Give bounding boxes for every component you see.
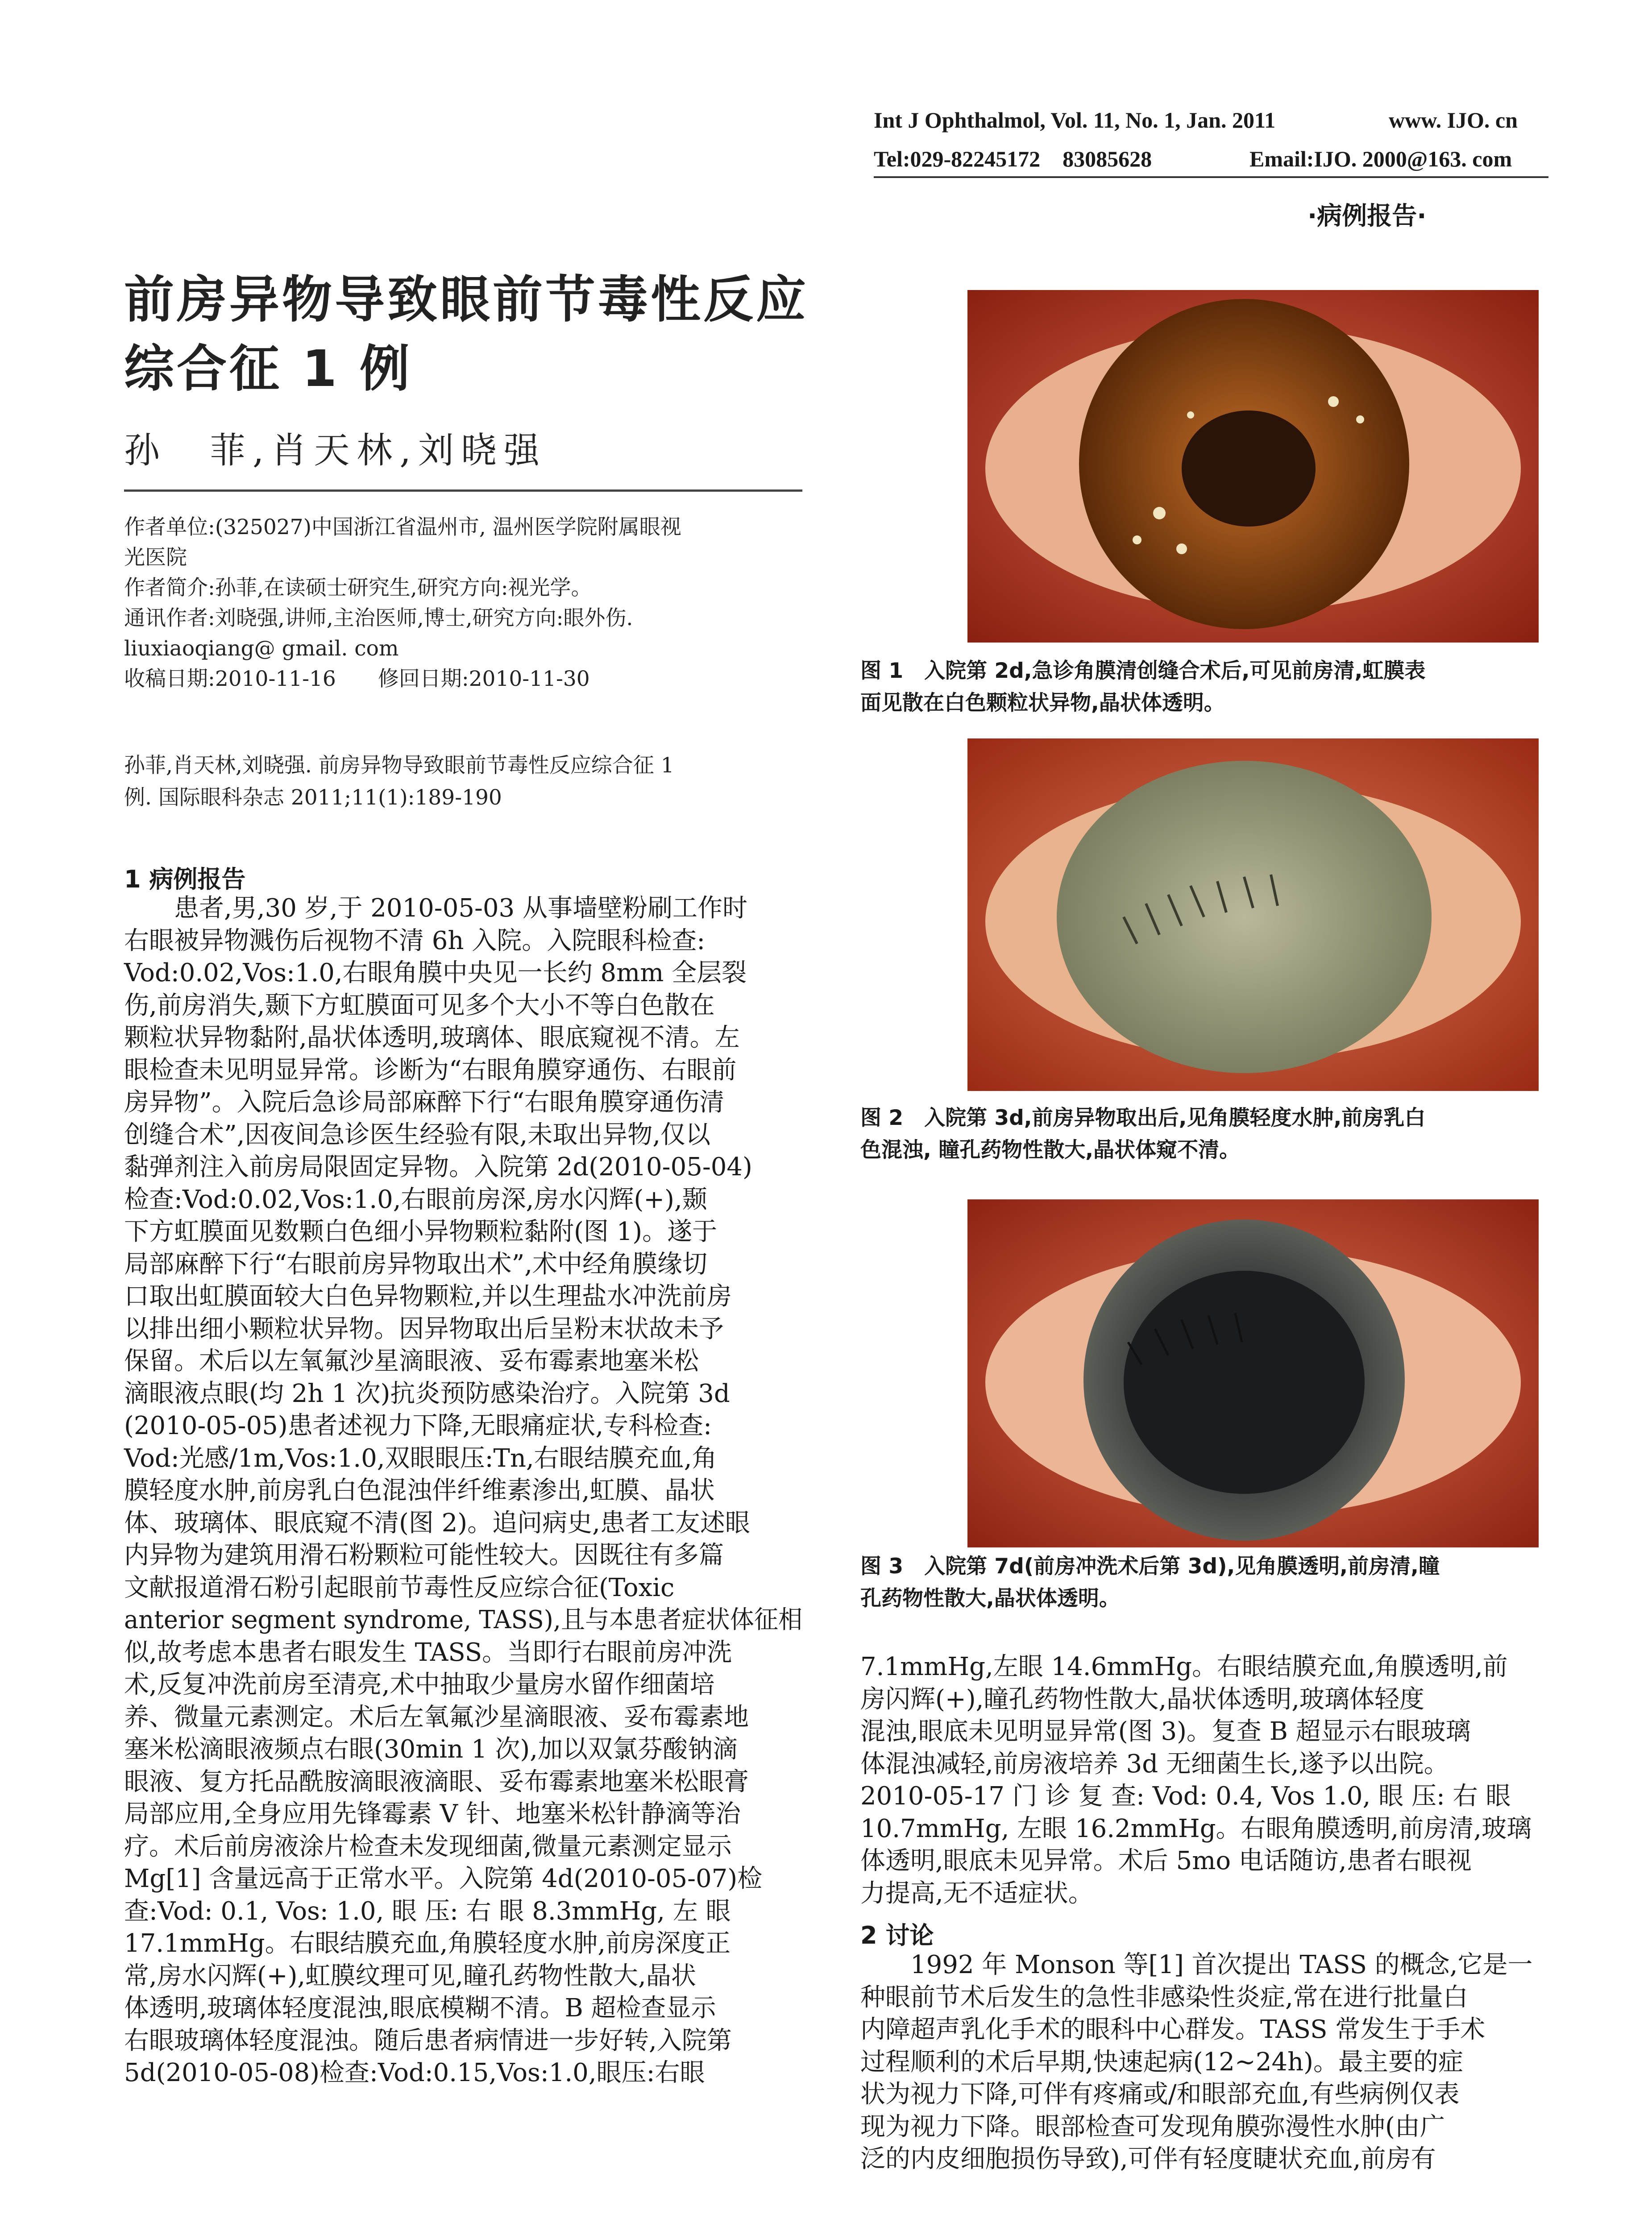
text-line: 患者,男,30 岁,于 2010-05-03 从事墙壁粉刷工作时: [124, 894, 747, 923]
text-line: 疗。术后前房液涂片检查未发现细菌,微量元素测定显示: [124, 1832, 732, 1861]
text-line: 似,故考虑本患者右眼发生 TASS。当即行右眼前房冲洗: [124, 1638, 732, 1667]
text-line: 右眼被异物溅伤后视物不清 6h 入院。入院眼科检查:: [124, 926, 706, 955]
article-title: [124, 265, 820, 404]
case-report-body: [124, 892, 802, 2090]
case-report-continued: [860, 1651, 1548, 1910]
corresponding-email: liuxiaoqiang@ gmail. com: [124, 636, 399, 661]
text-line: 创缝合术”,因夜间急诊医生经验有限,未取出异物,仅以: [124, 1120, 711, 1149]
figure-2-photo: [967, 738, 1539, 1091]
text-line: 检查:Vod:0.02,Vos:1.0,右眼前房深,房水闪辉(+),颞: [124, 1185, 707, 1214]
affiliation-line: 作者单位:(325027)中国浙江省温州市, 温州医学院附属眼视: [124, 515, 681, 539]
case-report-heading: 1 病例报告: [124, 865, 246, 893]
text-line: 种眼前节术后发生的急性非感染性炎症,常在进行批量白: [860, 1982, 1468, 2012]
text-line: 局部应用,全身应用先锋霉素 V 针、地塞米松针静滴等治: [124, 1800, 741, 1829]
text-line: 术,反复冲洗前房至清亮,术中抽取少量房水留作细菌培: [124, 1670, 715, 1699]
text-line: 局部麻醉下行“右眼前房异物取出术”,术中经角膜缘切: [124, 1249, 708, 1279]
journal-website: www. IJO. cn: [1389, 108, 1518, 133]
text-line: 力提高,无不适症状。: [860, 1879, 1093, 1908]
text-line: 保留。术后以左氧氟沙星滴眼液、妥布霉素地塞米松: [124, 1347, 699, 1376]
text-line: 现为视力下降。眼部检查可发现角膜弥漫性水肿(由广: [860, 2112, 1445, 2141]
figure-1-caption: [860, 655, 1548, 719]
journal-email: Email:IJO. 2000@163. com: [1249, 146, 1512, 171]
caption-line: 色混浊, 瞳孔药物性散大,晶状体窥不清。: [860, 1138, 1241, 1162]
text-line: 房闪辉(+),瞳孔药物性散大,晶状体透明,玻璃体轻度: [860, 1684, 1425, 1714]
caption-line: 图 1 入院第 2d,急诊角膜清创缝合术后,可见前房清,虹膜表: [860, 659, 1426, 683]
text-line: 常,房水闪辉(+),虹膜纹理可见,瞳孔药物性散大,晶状: [124, 1961, 696, 1990]
text-line: 17.1mmHg。右眼结膜充血,角膜轻度水肿,前房深度正: [124, 1929, 731, 1958]
text-line: 眼检查未见明显异常。诊断为“右眼角膜穿通伤、右眼前: [124, 1055, 737, 1085]
text-line: (2010-05-05)患者述视力下降,无眼痛症状,专科检查:: [124, 1411, 712, 1440]
affiliation-line: 光医院: [124, 545, 187, 570]
text-line: 查:Vod: 0.1, Vos: 1.0, 眼 压: 右 眼 8.3mmHg, 左 眼: [124, 1896, 731, 1926]
text-line: 眼液、复方托品酰胺滴眼液滴眼、妥布霉素地塞米松眼膏: [124, 1767, 749, 1796]
section-label: ·病例报告·: [1307, 202, 1427, 231]
caption-line: 面见散在白色颗粒状异物,晶状体透明。: [860, 691, 1225, 715]
author-intro: 作者简介:孙菲,在读硕士研究生,研究方向:视光学。: [124, 576, 592, 600]
text-line: 颗粒状异物黏附,晶状体透明,玻璃体、眼底窥视不清。左: [124, 1023, 740, 1052]
text-line: 文献报道滑石粉引起眼前节毒性反应综合征(Toxic: [124, 1573, 675, 1602]
text-line: 下方虹膜面见数颗白色细小异物颗粒黏附(图 1)。遂于: [124, 1217, 718, 1246]
figure-2-caption: [860, 1102, 1548, 1166]
text-line: 体透明,眼底未见异常。术后 5mo 电话随访,患者右眼视: [860, 1846, 1472, 1875]
article-metadata: [124, 512, 802, 694]
text-line: 体混浊减轻,前房液培养 3d 无细菌生长,遂予以出院。: [860, 1749, 1449, 1779]
text-line: 7.1mmHg,左眼 14.6mmHg。右眼结膜充血,角膜透明,前: [860, 1652, 1508, 1681]
text-line: 泛的内皮细胞损伤导致),可伴有轻度睫状充血,前房有: [860, 2144, 1436, 2173]
caption-line: 图 3 入院第 7d(前房冲洗术后第 3d),见角膜透明,前房清,瞳: [860, 1554, 1440, 1579]
citation-line: 孙菲,肖天林,刘晓强. 前房异物导致眼前节毒性反应综合征 1: [124, 753, 674, 778]
text-line: Mg[1] 含量远高于正常水平。入院第 4d(2010-05-07)检: [124, 1864, 763, 1893]
title-rule: [124, 489, 802, 492]
figure-3-caption: [860, 1551, 1548, 1615]
discussion-body: [860, 1949, 1548, 2176]
text-line: 2010-05-17 门 诊 复 查: Vod: 0.4, Vos 1.0, 眼 压: 右 眼: [860, 1782, 1511, 1811]
text-line: Vod:0.02,Vos:1.0,右眼角膜中央见一长约 8mm 全层裂: [124, 958, 747, 987]
text-line: 房异物”。入院后急诊局部麻醉下行“右眼角膜穿通伤清: [124, 1088, 725, 1117]
text-line: 黏弹剂注入前房局限固定异物。入院第 2d(2010-05-04): [124, 1153, 752, 1182]
discussion-heading: 2 讨论: [860, 1921, 934, 1949]
text-line: 口取出虹膜面较大白色异物颗粒,并以生理盐水冲洗前房: [124, 1282, 732, 1311]
citation-line: 例. 国际眼科杂志 2011;11(1):189-190: [124, 785, 502, 810]
article-title-line: 前房异物导致眼前节毒性反应: [124, 271, 809, 329]
citation-block: [124, 750, 802, 814]
text-line: 体、玻璃体、眼底窥不清(图 2)。追问病史,患者工友述眼: [124, 1508, 750, 1538]
text-line: anterior segment syndrome, TASS),且与本患者症状体征相: [124, 1605, 803, 1634]
text-line: 以排出细小颗粒状异物。因异物取出后呈粉末状故未予: [124, 1314, 724, 1344]
text-line: 内障超声乳化手术的眼科中心群发。TASS 常发生于手术: [860, 2015, 1486, 2044]
text-line: 1992 年 Monson 等[1] 首次提出 TASS 的概念,它是一: [860, 1950, 1533, 1979]
caption-line: 图 2 入院第 3d,前房异物取出后,见角膜轻度水肿,前房乳白: [860, 1106, 1426, 1130]
journal-citation: Int J Ophthalmol, Vol. 11, No. 1, Jan. 2011: [874, 108, 1276, 133]
text-line: 伤,前房消失,颞下方虹膜面可见多个大小不等白色散在: [124, 991, 715, 1020]
text-line: 10.7mmHg, 左眼 16.2mmHg。右眼角膜透明,前房清,玻璃: [860, 1814, 1532, 1843]
text-line: 膜轻度水肿,前房乳白色混浊伴纤维素渗出,虹膜、晶状: [124, 1476, 715, 1505]
text-line: 混浊,眼底未见明显异常(图 3)。复查 B 超显示右眼玻璃: [860, 1717, 1471, 1746]
journal-tel: Tel:029-82245172 83085628: [874, 146, 1152, 171]
text-line: 塞米松滴眼液频点右眼(30min 1 次),加以双氯芬酸钠滴: [124, 1735, 738, 1764]
header-rule: [874, 176, 1548, 178]
text-line: 过程顺利的术后早期,快速起病(12~24h)。最主要的症: [860, 2047, 1463, 2077]
text-line: 5d(2010-05-08)检查:Vod:0.15,Vos:1.0,眼压:右眼: [124, 2058, 705, 2087]
text-line: 内异物为建筑用滑石粉颗粒可能性较大。因既往有多篇: [124, 1541, 724, 1570]
figure-1-photo: [967, 290, 1539, 643]
text-line: 右眼玻璃体轻度混浊。随后患者病情进一步好转,入院第: [124, 2026, 732, 2055]
text-line: 滴眼液点眼(均 2h 1 次)抗炎预防感染治疗。入院第 3d: [124, 1379, 730, 1408]
text-line: 状为视力下降,可伴有疼痛或/和眼部充血,有些病例仅表: [860, 2080, 1460, 2109]
text-line: Vod:光感/1m,Vos:1.0,双眼眼压:Tn,右眼结膜充血,角: [124, 1443, 717, 1473]
figure-3-photo: [967, 1199, 1539, 1547]
text-line: 养、微量元素测定。术后左氧氟沙星滴眼液、妥布霉素地: [124, 1702, 749, 1732]
caption-line: 孔药物性散大,晶状体透明。: [860, 1586, 1120, 1611]
article-title-line: 综合征 1 例: [124, 340, 412, 398]
corresponding-author: 通讯作者:刘晓强,讲师,主治医师,博士,研究方向:眼外伤.: [124, 606, 633, 630]
received-dates: 收稿日期:2010-11-16 修回日期:2010-11-30: [124, 667, 590, 691]
article-authors: 孙 菲,肖天林,刘晓强: [124, 430, 547, 471]
text-line: 体透明,玻璃体轻度混浊,眼底模糊不清。B 超检查显示: [124, 1994, 716, 2023]
